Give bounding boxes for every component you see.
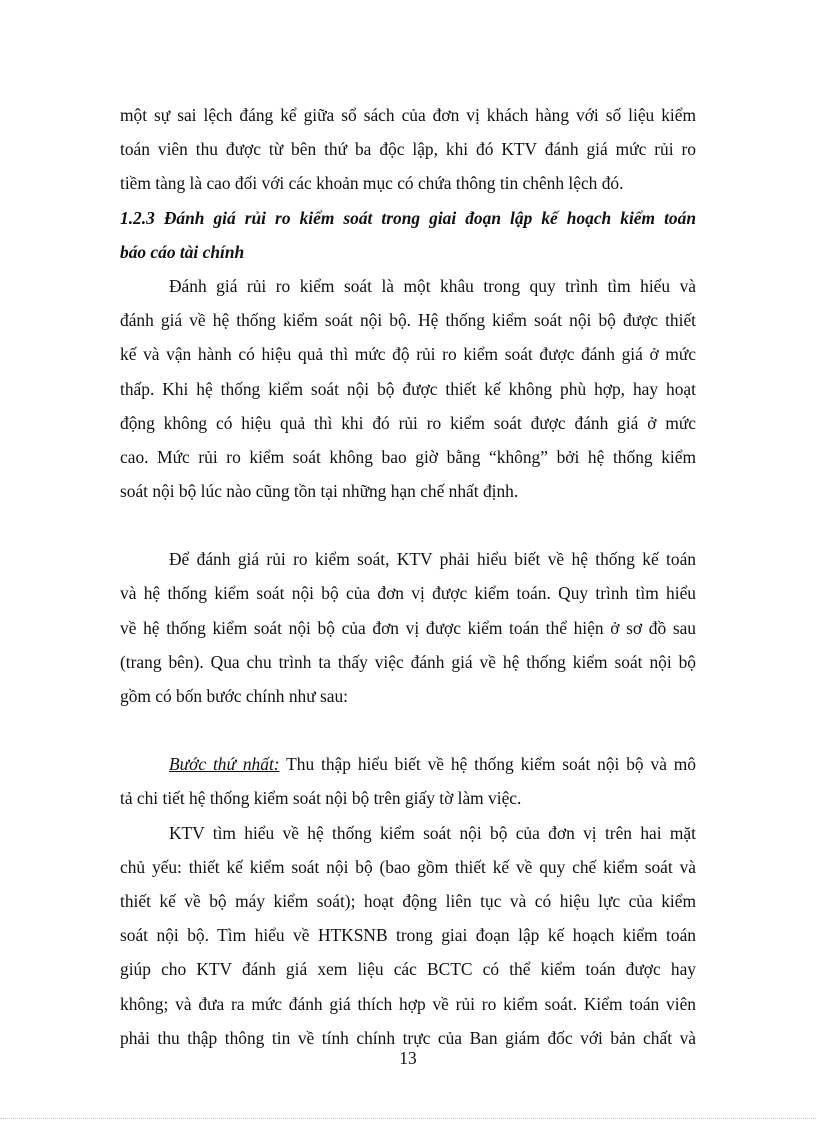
page-body <box>120 98 696 1055</box>
text-line: thấp. Khi hệ thống kiểm soát nội bộ được thiết kế không phù hợp, hay hoạt <box>120 378 696 399</box>
text-line: Đánh giá rủi ro kiểm soát là một khâu trong quy trình tìm hiểu và <box>169 275 696 296</box>
text-line: một sự sai lệch đáng kể giữa sổ sách của đơn vị khách hàng với số liệu kiểm <box>120 105 696 125</box>
text-line: kế và vận hành có hiệu quả thì mức độ rủi ro kiểm soát được đánh giá ở mức <box>120 344 696 365</box>
text-line: giúp cho KTV đánh giá xem liệu các BCTC có thể kiểm toán được hay <box>120 959 696 980</box>
text-line: toán viên thu được từ bên thứ ba độc lập, khi đó KTV đánh giá mức rủi ro <box>120 139 696 160</box>
text-line: không; và đưa ra mức đánh giá thích hợp về rủi ro kiểm soát. Kiểm toán viên <box>120 993 696 1014</box>
text-line: cao. Mức rủi ro kiểm soát không bao giờ bằng “không” bởi hệ thống kiểm <box>120 446 696 467</box>
heading-line: 1.2.3 Đánh giá rủi ro kiểm soát trong giai đoạn lập kế hoạch kiểm toán <box>120 207 696 228</box>
paragraph-step-one <box>120 747 696 815</box>
text-line: về hệ thống kiểm soát nội bộ của đơn vị được kiểm toán thể hiện ở sơ đồ sau <box>120 617 696 638</box>
footer-divider <box>0 1118 816 1119</box>
text-line: tiềm tàng là cao đối với các khoản mục có chứa thông tin chênh lệch đó. <box>120 173 624 194</box>
text-line: soát nội bộ. Tìm hiểu về HTKSNB trong giai đoạn lập kế hoạch kiểm toán <box>120 925 696 946</box>
step-label: Bước thứ nhất: <box>169 754 280 775</box>
page-number: 13 <box>399 1048 417 1068</box>
text-line: thiết kế về bộ máy kiểm soát); hoạt động liên tục và có hiệu lực của kiểm <box>120 890 696 911</box>
text-line: Để đánh giá rủi ro kiểm soát, KTV phải hiểu biết về hệ thống kế toán <box>169 549 696 570</box>
text-line: và hệ thống kiểm soát nội bộ của đơn vị được kiểm toán. Quy trình tìm hiểu <box>120 583 696 604</box>
text-line: chủ yếu: thiết kế kiểm soát nội bộ (bao gồm thiết kế về quy chế kiểm soát và <box>120 856 696 877</box>
text-line: KTV tìm hiểu về hệ thống kiểm soát nội bộ của đơn vị trên hai mặt <box>169 822 696 843</box>
step-text: Thu thập hiểu biết về hệ thống kiểm soát nội bộ và mô <box>279 754 697 775</box>
section-heading <box>120 201 696 269</box>
paragraph-continuation <box>120 98 696 201</box>
paragraph-ktv <box>120 816 696 1055</box>
paragraph-control-risk <box>120 269 696 508</box>
paragraph-gap <box>120 508 696 542</box>
paragraph-gap <box>120 713 696 747</box>
heading-line: báo cáo tài chính <box>120 241 245 262</box>
text-line: (trang bên). Qua chu trình ta thấy việc đánh giá về hệ thống kiểm soát nội bộ <box>120 651 696 672</box>
text-line: động không có hiệu quả thì khi đó rủi ro kiểm soát được đánh giá ở mức <box>120 412 696 433</box>
text-line: gồm có bốn bước chính như sau: <box>120 686 349 706</box>
text-line: đánh giá về hệ thống kiểm soát nội bộ. Hệ thống kiểm soát nội bộ được thiết <box>120 310 696 331</box>
paragraph-process <box>120 542 696 713</box>
text-line: tả chi tiết hệ thống kiểm soát nội bộ trên giấy tờ làm việc. <box>120 788 522 809</box>
text-line: soát nội bộ lúc nào cũng tồn tại những hạn chế nhất định. <box>120 481 519 502</box>
text-line: phải thu thập thông tin về tính chính trực của Ban giám đốc với bản chất và <box>120 1027 696 1048</box>
text-line <box>120 747 696 781</box>
